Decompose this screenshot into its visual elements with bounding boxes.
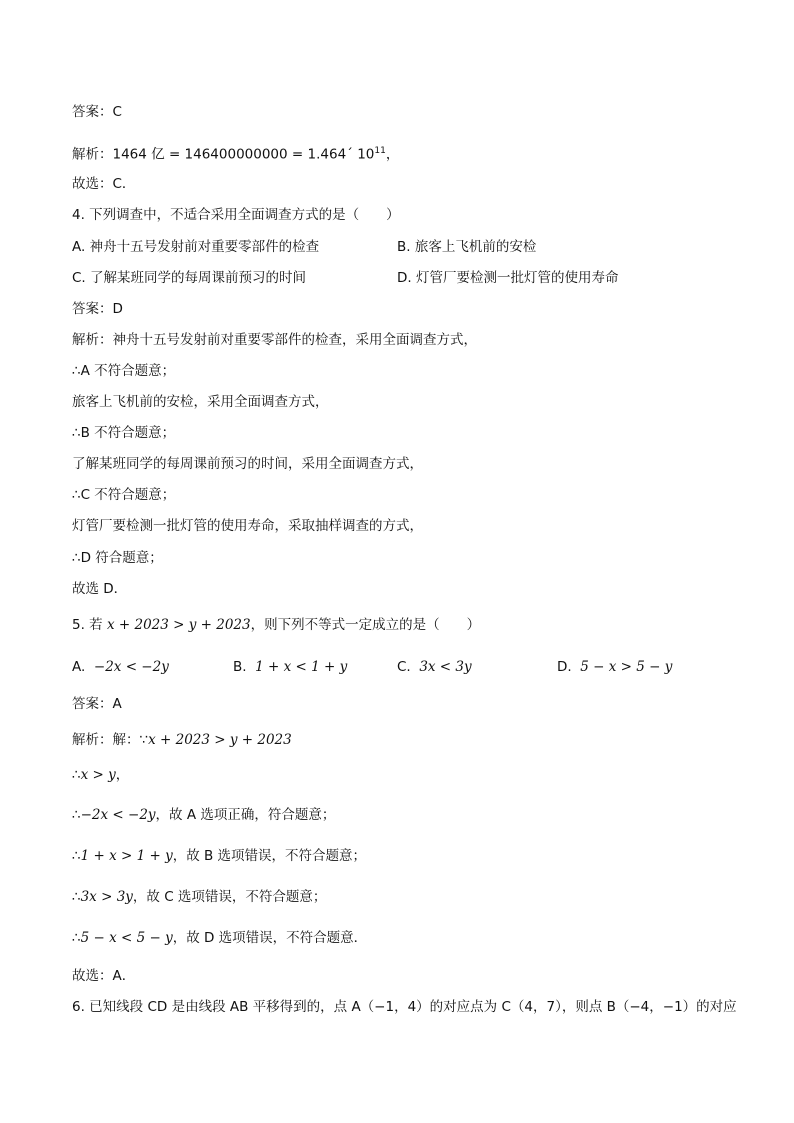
q3-analysis-text: 解析：1464 亿 = 146400000000 = 1.464´ 10 — [72, 146, 375, 163]
q5-analysis-2-suffix: ， — [115, 767, 130, 783]
q3-answer: 答案：C — [72, 104, 122, 120]
q4-option-d: D. 灯管厂要检测一批灯管的使用寿命 — [397, 270, 619, 286]
q4-option-b: B. 旅客上飞机前的安检 — [397, 239, 537, 255]
q5-analysis-line-1 — [72, 730, 292, 750]
q5-analysis-6-prefix: ∴ — [72, 930, 81, 946]
q5-analysis-3-prefix: ∴ — [72, 807, 81, 823]
q5-analysis-3-expression: −2x < −2y — [80, 807, 156, 823]
q5-analysis-1-prefix: 解析：解：∵ — [72, 732, 149, 748]
q5-option-a-expression: −2x < −2y — [93, 659, 169, 675]
q4-analysis-line-1: 解析：神舟十五号发射前对重要零部件的检查，采用全面调查方式， — [72, 332, 477, 348]
q5-option-b-label: B. — [233, 659, 247, 675]
q5-stem-prefix: 5. 若 — [72, 617, 107, 633]
q4-analysis-line-2: ∴A 不符合题意； — [72, 363, 176, 379]
q5-analysis-1-expression: x + 2023 > y + 2023 — [148, 732, 292, 748]
q5-option-a — [72, 657, 169, 677]
q4-stem: 4. 下列调查中，不适合采用全面调查方式的是（ ） — [72, 207, 400, 223]
q5-stem — [72, 615, 480, 635]
q5-analysis-2-expression: x > y — [80, 767, 116, 783]
q4-option-a: A. 神舟十五号发射前对重要零部件的检查 — [72, 239, 320, 255]
q5-option-c-label: C. — [397, 659, 411, 675]
q5-analysis-line-4 — [72, 846, 366, 866]
q3-analysis-exponent: 11 — [374, 146, 386, 156]
q5-option-d-label: D. — [557, 659, 572, 675]
q4-analysis-line-8: ∴D 符合题意； — [72, 550, 163, 566]
q5-analysis-6-suffix: ，故 D 选项错误，不符合题意． — [172, 930, 368, 946]
q4-conclusion: 故选 D． — [72, 581, 128, 597]
q3-analysis — [72, 141, 399, 165]
q4-analysis-line-7: 灯管厂要检测一批灯管的使用寿命，采取抽样调查的方式， — [72, 518, 423, 534]
q5-stem-expression: x + 2023 > y + 2023 — [106, 617, 251, 633]
q5-analysis-4-prefix: ∴ — [72, 848, 81, 864]
q5-option-b — [233, 657, 347, 677]
q5-analysis-2-prefix: ∴ — [72, 767, 81, 783]
q5-analysis-4-expression: 1 + x > 1 + y — [80, 848, 173, 864]
q4-answer: 答案：D — [72, 301, 123, 317]
q6-stem: 6. 已知线段 CD 是由线段 AB 平移得到的，点 A（−1，4）的对应点为 C（4，7），则点 B（−4，−1）的对应 — [72, 999, 737, 1015]
q5-analysis-5-prefix: ∴ — [72, 889, 81, 905]
q5-option-d — [557, 657, 672, 677]
q5-analysis-line-5 — [72, 887, 326, 907]
q5-analysis-line-2 — [72, 765, 129, 785]
q5-answer: 答案：A — [72, 696, 122, 712]
q5-option-b-expression: 1 + x < 1 + y — [255, 659, 348, 675]
q5-option-c — [397, 657, 472, 677]
q5-analysis-5-expression: 3x > 3y — [80, 889, 133, 905]
q4-analysis-line-3: 旅客上飞机前的安检，采用全面调查方式， — [72, 394, 329, 410]
q3-analysis-suffix: ， — [385, 146, 400, 163]
q5-analysis-4-suffix: ，故 B 选项错误，不符合题意； — [172, 848, 367, 864]
q5-option-c-expression: 3x < 3y — [419, 659, 472, 675]
q5-option-a-label: A. — [72, 659, 86, 675]
q4-analysis-line-4: ∴B 不符合题意； — [72, 425, 176, 441]
q4-analysis-line-6: ∴C 不符合题意； — [72, 487, 176, 503]
q5-analysis-line-3 — [72, 805, 335, 825]
q5-option-d-expression: 5 − x > 5 − y — [580, 659, 673, 675]
q5-analysis-6-expression: 5 − x < 5 − y — [80, 930, 173, 946]
q4-analysis-line-5: 了解某班同学的每周课前预习的时间，采用全面调查方式， — [72, 456, 423, 472]
q5-stem-suffix: ，则下列不等式一定成立的是（ ） — [250, 617, 481, 633]
q5-analysis-line-6 — [72, 928, 367, 948]
q3-conclusion: 故选：C． — [72, 176, 136, 192]
q4-option-c: C. 了解某班同学的每周课前预习的时间 — [72, 270, 307, 286]
q5-conclusion: 故选：A． — [72, 968, 136, 984]
q5-analysis-3-suffix: ，故 A 选项正确，符合题意； — [155, 807, 336, 823]
q5-analysis-5-suffix: ，故 C 选项错误，不符合题意； — [132, 889, 327, 905]
